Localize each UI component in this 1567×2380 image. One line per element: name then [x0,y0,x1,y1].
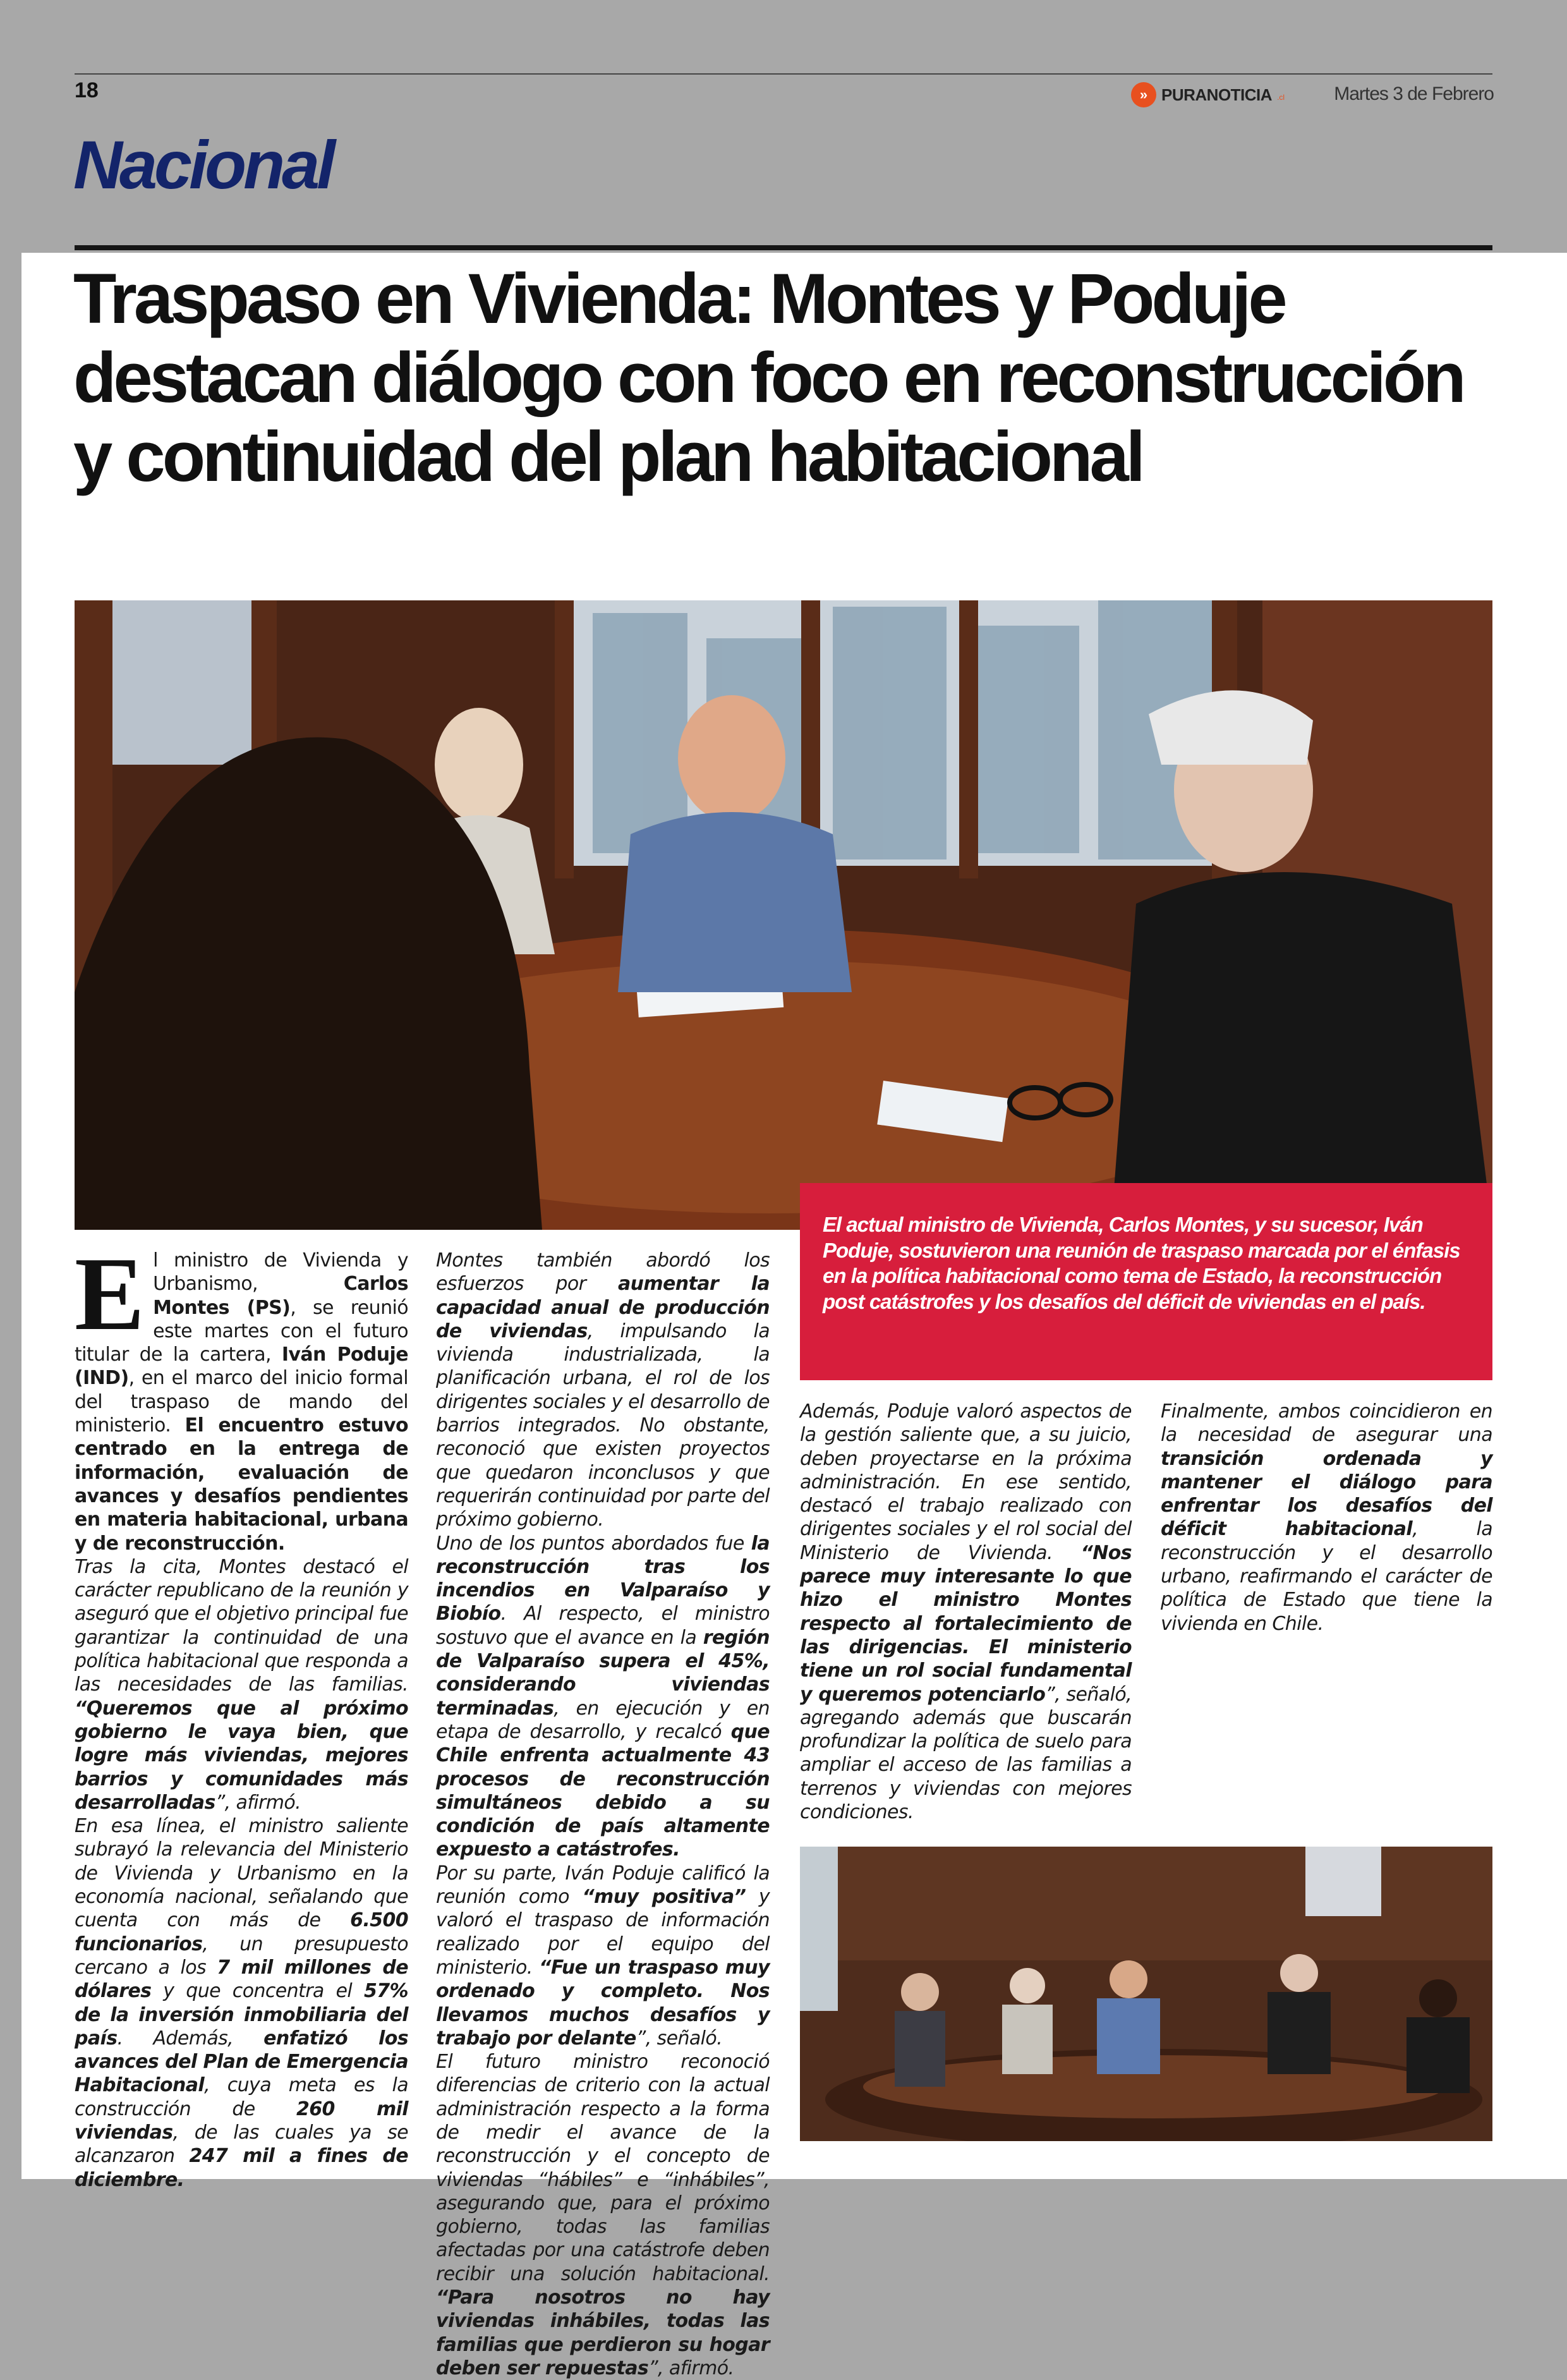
paragraph-4 [436,1249,770,1532]
article-column-2 [436,1249,770,2380]
brand-tld: .cl [1277,93,1285,102]
header-rule [75,73,1492,75]
text-run: “Queremos que al próximo gobierno le vaya bien, que logre más viviendas, mejores barrios y comunidades más desarrolladas [75,1697,408,1814]
photo-caption: El actual ministro de Vivienda, Carlos Montes, y su sucesor, Iván Poduje, sostuvieron una reunión de traspaso marcada por el énfasis en la política habitacional como tema de Estado, la reconstrucción post catástrofes y los desafíos del déficit de viviendas en el país. [800,1183,1492,1380]
text-run: , en ejecución y en etapa de desarrollo, y recalcó [436,1697,770,1743]
text-run: y que concentra el [151,1980,364,2003]
main-photo-image [75,600,1492,1230]
text-run: ”, afirmó. [215,1791,301,1814]
page-number: 18 [75,78,99,102]
main-photo [75,600,1492,1230]
puranoticia-logo-icon: » [1131,82,1156,107]
text-run: 247 mil a fines de diciembre. [75,2145,408,2191]
paragraph-7 [436,2050,770,2380]
article-headline: Traspaso en Vivienda: Montes y Poduje destacan diálogo con foco en reconstrucción y continuidad del plan habitacional [73,259,1463,496]
paragraph-8 [800,1400,1132,1824]
text-run: , de las cuales ya se alcanzaron [75,2121,408,2168]
text-run: Montes también abordó los esfuerzos por [436,1249,770,1296]
issue-date: Martes 3 de Febrero [1334,83,1494,104]
text-run: ”, afirmó. [648,2357,734,2379]
paragraph-5 [436,1532,770,1862]
section-rule [75,245,1492,250]
text-run: El encuentro estuvo centrado en la entrega de información, evaluación de avances y desafíos pendientes en materia habitacional, urbana y de reconstrucción. [75,1414,408,1555]
article-column-4 [1161,1400,1492,1636]
text-run: transición ordenada y mantener el diálogo para enfrentar los desafíos del déficit habitacional [1161,1447,1492,1541]
article-column-1 [75,1236,408,2192]
article-column-3 [800,1400,1132,1824]
text-run: “Fue un traspaso muy ordenado y completo. Nos llevamos muchos desafíos y trabajo por delante [436,1956,770,2049]
text-run: En esa línea, el ministro saliente subrayó la relevancia del Ministerio de Vivienda y Urbanismo en la economía nacional, señalando que cuenta con más de [75,1815,408,1932]
text-run: “Para nosotros no hay viviendas inhábiles, todas las familias que perdieron su hogar deben ser repuestas [436,2286,770,2379]
text-run: Además, Poduje valoró aspectos de la gestión saliente que, a su juicio, deben proyectarse en la próxima administración. En ese sentido, destacó el trabajo realizado con dirigentes sociales y el rol social del Ministerio de Vivienda. [800,1400,1132,1564]
text-run: , la reconstrucción y el desarrollo urbano, reafirmando el carácter de política de Estado que tiene la vivienda en Chile. [1161,1518,1492,1635]
paragraph-9 [1161,1400,1492,1636]
text-run: . Al respecto, el ministro sostuvo que el avance en la [436,1603,770,1649]
paragraph-2 [75,1555,408,1814]
text-run: Carlos Montes (PS) [153,1273,408,1319]
text-run: región de Valparaíso supera el 45%, considerando viviendas terminadas [436,1626,770,1720]
text-run: Finalmente, ambos coincidieron en la necesidad de asegurar una [1161,1400,1492,1447]
text-run: Iván Poduje (IND) [75,1344,408,1390]
text-run: Uno de los puntos abordados fue [436,1532,751,1555]
text-run: aumentar la capacidad anual de producción de viviendas [436,1273,770,1342]
text-run: l ministro de Vivienda y Urbanismo, [153,1249,408,1296]
text-run: 7 mil millones de dólares [75,1956,408,2003]
text-run: , un presupuesto cercano a los [75,1933,408,1979]
text-run: Tras la cita, Montes destacó el carácter republicano de la reunión y aseguró que el objetivo principal fue garantizar la continuidad de una política habitacional que responda a las necesidades de las familias. [75,1555,408,1696]
text-run: enfatizó los avances del Plan de Emergencia Habitacional [75,2027,408,2097]
paragraph-3 [75,1814,408,2192]
text-run: ”, señaló, agregando además que buscarán profundizar la política de suelo para ampliar el acceso de las familias a terrenos y viviendas con mejores condiciones. [800,1683,1132,1824]
text-run: la reconstrucción tras los incendios en Valparaíso y Biobío [436,1532,770,1625]
text-run: , impulsando la vivienda industrializada, la planificación urbana, el rol de los dirigentes sociales y el desarrollo de barrios integrados. No obstante, reconoció que existen proyectos que quedaron inconclusos y que requerirán continuidad por parte del próximo gobierno. [436,1320,770,1531]
text-run: 6.500 funcionarios [75,1909,408,1955]
secondary-photo-image [800,1847,1492,2141]
text-run: Por su parte, Iván Poduje calificó la reunión como [436,1862,770,1909]
brand-logo[interactable] [1131,82,1285,107]
text-run: , se reunió este martes con el futuro titular de la cartera, [75,1296,408,1366]
text-run: ”, señaló. [636,2027,723,2049]
text-run: “Nos parece muy interesante lo que hizo el ministro Montes respecto al fortalecimiento de las dirigencias. El ministerio tiene un rol social fundamental y queremos potenciarlo [800,1541,1132,1706]
text-run: 260 mil viviendas [75,2098,408,2144]
drop-cap: E [75,1236,145,1352]
text-run: que Chile enfrenta actualmente 43 procesos de reconstrucción simultáneos debido a su condición de país altamente expuesto a catástrofes. [436,1720,770,1861]
text-run: , cuya meta es la construcción de [75,2074,408,2120]
text-run: “muy positiva” [582,1886,746,1909]
text-run: y valoró el traspaso de información realizado por el equipo del ministerio. [436,1886,770,1979]
section-title: Nacional [73,126,333,203]
text-run: , en el marco del inicio formal del traspaso de mando del ministerio. [75,1367,408,1437]
paragraph-6 [436,1862,770,2050]
paragraph-1 [75,1236,408,1555]
secondary-photo [800,1847,1492,2141]
text-run: . Además, [117,2027,264,2049]
text-run: El futuro ministro reconoció diferencias de criterio con la actual administración respecto a la forma de medir el avance de la reconstrucción y el concepto de viviendas “hábiles” e “inhábiles”, asegurando que, para el próximo gobierno, todas las familias afectadas por una catástrofe deben recibir una solución habitacional. [436,2051,770,2285]
brand-name: PURANOTICIA [1161,85,1273,104]
text-run: 57% de la inversión inmobiliaria del país [75,1980,408,2049]
